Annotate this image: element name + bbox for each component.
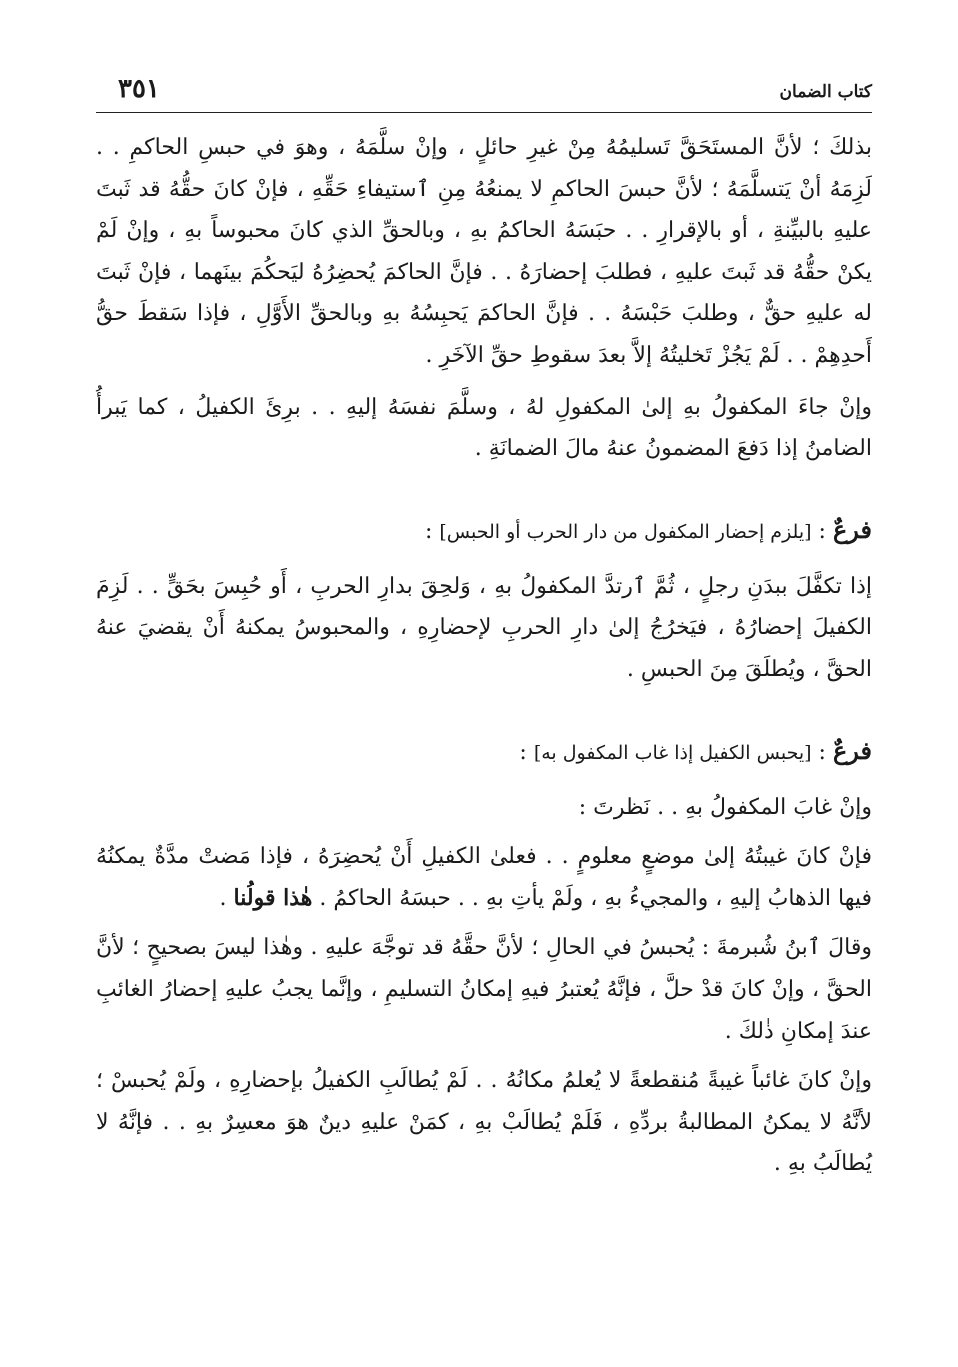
paragraph-guarantor-release: وإنْ جاءَ المكفولُ بهِ إلىٰ المكفولِ لهُ ، وسلَّمَ نفسَهُ إليهِ . . برِئَ الكفيلُ ، كما يَبرأُ الضامنُ إذا دَفعَ المضمونُ عنهُ مالَ الضمانَةِ . [96,394,872,462]
paragraph-intro: بذلكَ ؛ لأنَّ المستَحَقَّ تَسليمُهُ مِنْ غيرِ حائلٍ ، وإنْ سلَّمَهُ ، وهوَ في حبسِ الحاكمِ . . لَزِمَهُ أنْ يَتسلَّمَهُ ؛ لأنَّ حبسَ الحاكمِ لا يمنعُهُ مِنِ ٱستيفاءِ حَقِّهِ ، فإنْ كانَ حقُّهُ قد ثَبتَ عليهِ بالبيِّنةِ ، أو بالإقرارِ . . حبَسَهُ الحاكمُ بهِ ، وبالحقِّ الذي كانَ محبوساً بهِ ، وإنْ لَمْ يكنْ حقُّهُ قد ثَبتَ عليهِ ، فطلبَ إحضارَهُ . . فإنَّ الحاكمَ يُحضِرُهُ ليَحكُمَ بينَهما ، فإنْ ثَبتَ له عليهِ حقٌّ ، وطلبَ حَبْسَهُ . . فإنَّ الحاكمَ يَحبِسُهُ بهِ وبالحقِّ الأَوَّلِ ، فإذا سَقطَ حقُّ أَحدِهِمْ . . لَمْ يَجُزْ تَخليتُهُ إلاَّ بعدَ سقوطِ حقِّ الآخَرِ . [96,135,872,368]
page-body [96,127,872,1185]
paragraph-known-place [96,836,872,919]
paragraph-unknown-place: وإنْ كانَ غائباً غيبةً مُنقطعةً لا يُعلمُ مكانُهُ . . لَمْ يُطالَبِ الكفيلُ بإحضارِهِ ، ولَمْ يُحبسْ ؛ لأنَّهُ لا يمكنُ المطالبةُ بردِّهِ ، فَلَمْ يُطالَبْ بهِ ، كمَنْ عليهِ دينٌ هوَ معسِرٌ بهِ . . فإنَّهُ لا يُطالَبُ بهِ . [96,1068,872,1177]
page-header [96,68,872,113]
branch-title: [يحبس الكفيل إذا غاب المكفول به] [533,741,812,764]
author-opinion: هٰذا قولُنا [233,884,313,911]
page-number: ٣٥١ [118,74,160,104]
branch-title: [يلزم إحضار المكفول من دار الحرب أو الحبس] [439,520,812,543]
heading-colon: : [519,739,527,765]
period: . [219,885,227,911]
paragraph-dar-al-harb: إذا تكفَّلَ ببدَنِ رجلٍ ، ثُمَّ ٱرتدَّ المكفولُ بهِ ، وَلحِقَ بدارِ الحربِ ، أَو حُبِسَ بحَقٍّ . . لَزِمَ الكفيلَ إحضارُهُ ، فيَخرُجُ إلىٰ دارِ الحربِ لإحضارِهِ ، والمحبوسُ يمكنهُ أَنْ يقضيَ عنهُ الحقَّ ، ويُطلَقَ مِنَ الحبسِ . [96,573,872,682]
paragraph-absence: وإنْ غابَ المكفولُ بهِ . . نَظرتَ : [578,794,872,820]
heading-colon: : [424,518,433,544]
running-title: كتاب الضمان [779,82,872,102]
book-page [96,68,872,1328]
section-heading: فرعٌ : [يحبس الكفيل إذا غاب المكفول به] : [519,735,872,765]
branch-label: فرعٌ [832,735,872,765]
paragraph-text: فإنْ كانَ غيبتُهُ إلىٰ موضعٍ معلومٍ . . فعلىٰ الكفيلِ أَنْ يُحضِرَهُ ، فإذا مَضتْ مدَّةٌ يمكنُهُ فيها الذهابُ إليهِ ، والمجيءُ بهِ ، ولَمْ يأتِ بهِ . . حبسَهُ الحاكمُ . [96,844,872,911]
section-heading: فرعٌ : [يلزم إحضار المكفول من دار الحرب أو الحبس] : [424,514,872,544]
section-branch-1 [96,508,872,691]
branch-label: فرعٌ [832,514,872,544]
section-branch-2 [96,729,872,1185]
paragraph-ibn-shubrumah: وقالَ ٱبنُ شُبرمةَ : يُحبسُ في الحالِ ؛ لأنَّ حقَّهُ قد توجَّهَ عليهِ . وهٰذا ليسَ بصحيحٍ ؛ لأنَّ الحقَّ ، وإنْ كانَ قدْ حلَّ ، فإنَّهُ يُعتبرُ فيهِ إمكانُ التسليمِ ، وإنَّما يجبُ عليهِ إحضارُ الغائبِ عندَ إمكانِ ذٰلكَ . [96,935,872,1044]
